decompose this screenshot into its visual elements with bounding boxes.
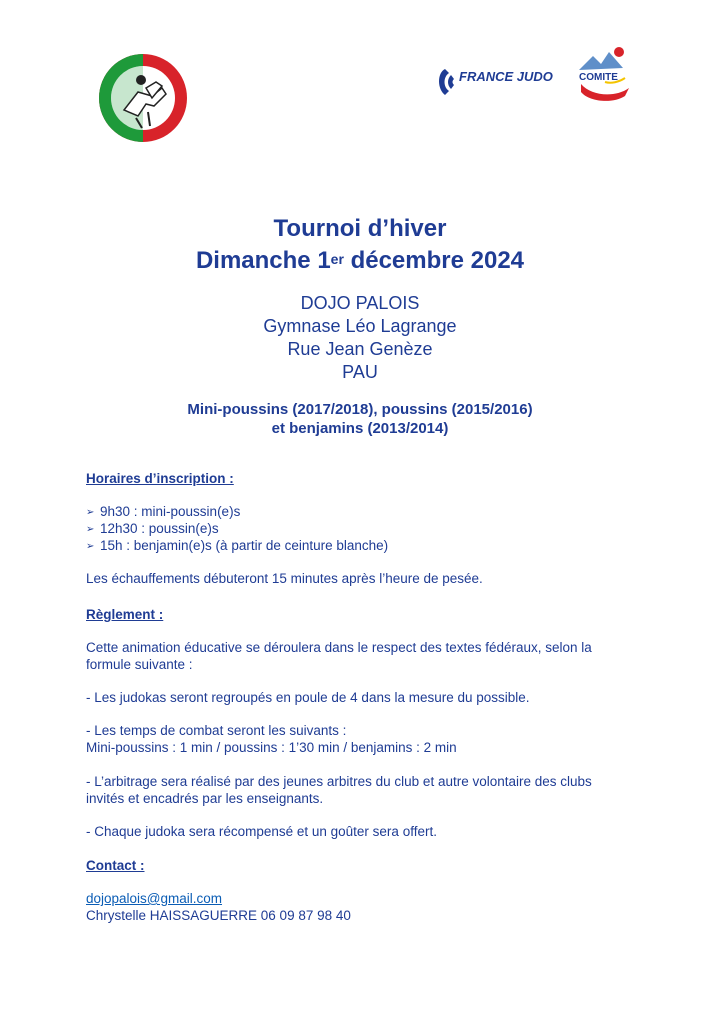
venue-city: PAU — [342, 362, 378, 382]
registration-item: ➢ 15h : benjamin(e)s (à partir de ceinture blanche) — [86, 538, 389, 553]
categories-line-1: Mini-poussins (2017/2018), poussins (2015/2016) — [187, 401, 533, 418]
email-link[interactable]: dojopalois@gmail.com — [86, 891, 223, 906]
venue-club: DOJO PALOIS — [300, 293, 420, 313]
rules-pools: - Les judokas seront regroupés en poule de 4 dans la mesure du possible. — [86, 690, 530, 705]
svg-text:FRANCE JUDO: FRANCE JUDO — [459, 69, 553, 84]
contact-heading: Contact : — [86, 858, 145, 873]
arrow-bullet-icon: ➢ — [86, 541, 95, 552]
dojo-palois-logo — [96, 52, 190, 144]
event-date: Dimanche 1er décembre 2024 — [195, 247, 525, 274]
registration-item: ➢ 9h30 : mini-poussin(e)s — [86, 504, 241, 519]
registration-heading: Horaires d’inscription : — [86, 471, 234, 486]
categories-line-2: et benjamins (2013/2014) — [271, 420, 449, 437]
venue-street: Rue Jean Genèze — [287, 339, 433, 359]
contact-person: Chrystelle HAISSAGUERRE 06 09 87 98 40 — [86, 908, 351, 923]
rules-reward: - Chaque judoka sera récompensé et un goûter sera offert. — [86, 824, 437, 839]
event-title: Tournoi d’hiver — [273, 215, 447, 242]
rules-heading: Règlement : — [86, 607, 164, 622]
rules-fight-times: - Les temps de combat seront les suivants : Mini-poussins : 1 min / poussins : 1’30 min / benjamins : 2 min — [86, 723, 457, 755]
comite-logo — [575, 44, 633, 104]
contact-email[interactable] — [86, 890, 646, 907]
france-judo-logo — [435, 63, 553, 103]
arrow-bullet-icon: ➢ — [86, 524, 95, 535]
venue-block — [0, 292, 720, 384]
arrow-bullet-icon: ➢ — [86, 507, 95, 518]
categories-block — [0, 400, 720, 438]
rules-referees: - L’arbitrage sera réalisé par des jeunes arbitres du club et autre volontaire des clubs invités et encadrés par les enseignants. — [86, 774, 592, 806]
rules-intro: Cette animation éducative se déroulera dans le respect des textes fédéraux, selon la formule suivante : — [86, 640, 592, 672]
warmup-note: Les échauffements débuteront 15 minutes après l’heure de pesée. — [86, 571, 483, 586]
svg-text:COMITE: COMITE — [579, 72, 618, 83]
venue-gym: Gymnase Léo Lagrange — [263, 316, 457, 336]
registration-item: ➢ 12h30 : poussin(e)s — [86, 521, 219, 536]
